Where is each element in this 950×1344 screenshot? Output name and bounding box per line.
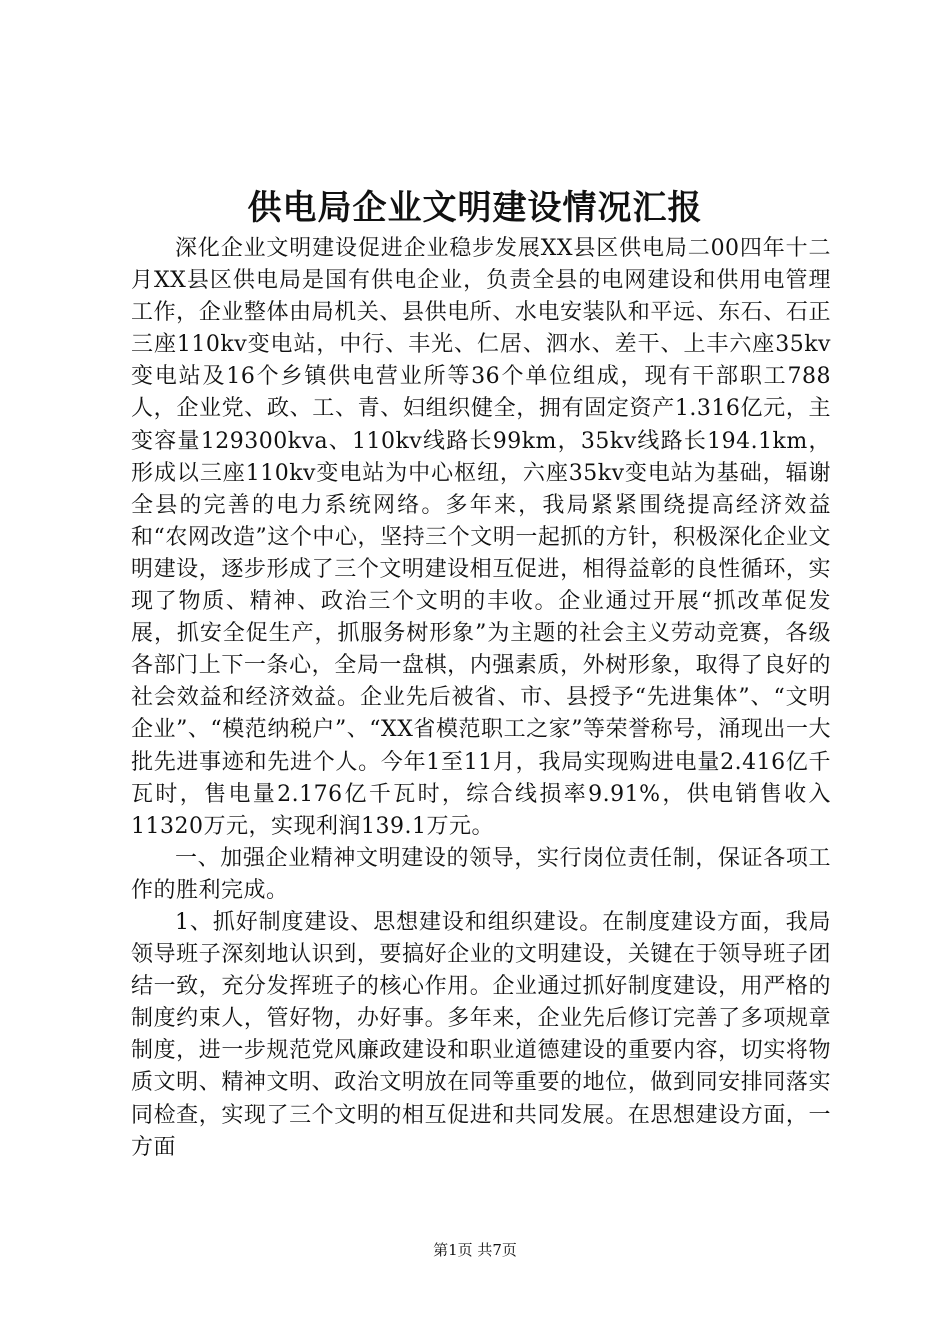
document-body (131, 233, 831, 1164)
paragraph-intro: 深化企业文明建设促进企业稳步发展XX县区供电局二00四年十二月XX县区供电局是国有供电企业，负责全县的电网建设和供用电管理工作，企业整体由局机关、县供电所、水电安装队和平远、东石、石正三座110kv变电站，中行、丰光、仁居、泗水、差干、上丰六座35kv变电站及16个乡镇供电营业所等36个单位组成，现有干部职工788人，企业党、政、工、青、妇组织健全，拥有固定资产1.316亿元，主变容量129300kva、110kv线路长99km，35kv线路长194.1km，形成以三座110kv变电站为中心枢纽，六座35kv变电站为基础，辐谢全县的完善的电力系统网络。多年来，我局紧紧围绕提高经济效益和“农网改造”这个中心，坚持三个文明一起抓的方针，积极深化企业文明建设，逐步形成了三个文明建设相互促进，相得益彰的良性循环，实现了物质、精神、政治三个文明的丰收。企业通过开展“抓改革促发展，抓安全促生产，抓服务树形象”为主题的社会主义劳动竞赛，各级各部门上下一条心，全局一盘棋，内强素质，外树形象，取得了良好的社会效益和经济效益。企业先后被省、市、县授予“先进集体”、“文明企业”、“模范纳税户”、“XX省模范职工之家”等荣誉称号，涌现出一大批先进事迹和先进个人。今年1至11月，我局实现购进电量2.416亿千瓦时，售电量2.176亿千瓦时，综合线损率9.91%，供电销售收入11320万元，实现利润139.1万元。 (131, 236, 831, 839)
paragraph-item-one: 1、抓好制度建设、思想建设和组织建设。在制度建设方面，我局领导班子深刻地认识到，要搞好企业的文明建设，关键在于领导班子团结一致，充分发挥班子的核心作用。企业通过抓好制度建设，用严格的制度约束人，管好物，办好事。多年来，企业先后修订完善了多项规章制度，进一步规范党风廉政建设和职业道德建设的重要内容，切实将物质文明、精神文明、政治文明放在同等重要的地位，做到同安排同落实同检查，实现了三个文明的相互促进和共同发展。在思想建设方面，一方面 (131, 909, 831, 1160)
document-title: 供电局企业文明建设情况汇报 (247, 188, 703, 228)
page-number-footer: 第1页 共7页 (433, 1241, 517, 1259)
paragraph-section-one-heading: 一、加强企业精神文明建设的领导，实行岗位责任制，保证各项工作的胜利完成。 (131, 845, 831, 903)
